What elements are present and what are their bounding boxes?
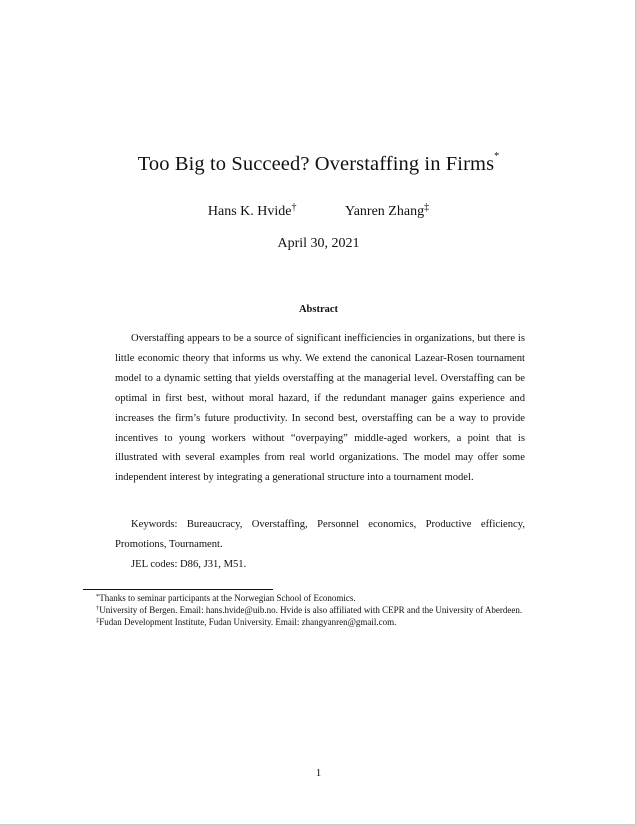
footnote (83, 616, 557, 628)
footnotes (83, 592, 557, 628)
abstract-text: Overstaffing appears to be a source of significant inefficiencies in organizations, but there is little economic theory that informs us why. We extend the canonical Lazear-Rosen tournament model to a dynamic setting that yields overstaffing at the managerial level. Overstaffing can be optimal in first best, without moral hazard, if the redundant manager gains experience and increases the firm’s future productivity. In second best, overstaffing can be a way to provide incentives to young workers without “overpaying” middle-aged workers, a point that is illustrated with several examples from real world organizations. The model may offer some independent interest by integrating a generational structure into a tournament model. (115, 333, 525, 484)
footnote-text: University of Bergen. Email: hans.hvide@uib.no. Hvide is also affiliated with CEPR and the University of Aberdeen. (99, 605, 523, 615)
author-list (0, 204, 637, 220)
author-footnote-mark: ‡ (424, 202, 430, 213)
author-name: Hans K. Hvide (207, 204, 292, 219)
paper-title (0, 153, 637, 176)
footnote (83, 592, 557, 604)
author-footnote-mark: † (291, 202, 297, 213)
footnote-mark: * (96, 593, 100, 600)
abstract-heading: Abstract (298, 304, 339, 315)
jel-codes: JEL codes: D86, J31, M51. (131, 559, 247, 570)
page-number: 1 (315, 767, 322, 779)
author-name: Yanren Zhang (345, 204, 425, 219)
footnote (83, 604, 557, 616)
title-footnote-mark: * (494, 151, 500, 162)
footnote-mark: † (96, 605, 100, 612)
footnote-rule (83, 589, 273, 590)
paper-title-text: Too Big to Succeed? Overstaffing in Firms (137, 153, 495, 175)
paper-date: April 30, 2021 (277, 236, 360, 251)
footnote-text: Fudan Development Institute, Fudan University. Email: zhangyanren@gmail.com. (99, 617, 397, 627)
keywords: Keywords: Bureaucracy, Overstaffing, Personnel economics, Productive efficiency, Promotions, Tournament. (115, 519, 525, 550)
footnote-text: Thanks to seminar participants at the Norwegian School of Economics. (99, 593, 356, 603)
footnote-mark: ‡ (96, 617, 100, 624)
